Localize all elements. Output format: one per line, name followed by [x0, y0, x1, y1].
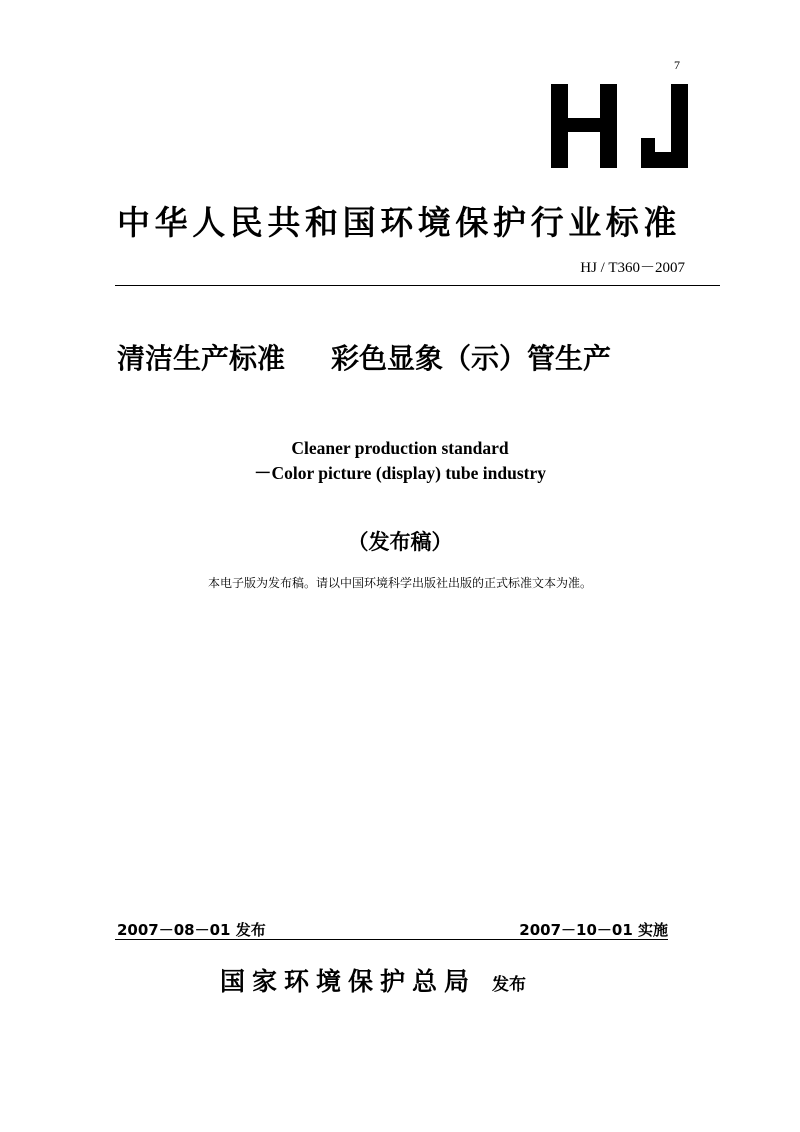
effective-date: 2007－10－01 实施 [519, 921, 668, 939]
chinese-title-part2: 彩色显象（示）管生产 [331, 342, 612, 375]
english-title [150, 436, 650, 486]
hj-logo [545, 82, 693, 170]
notice-text: 本电子版为发布稿。请以中国环境科学出版社出版的正式标准文本为准。 [207, 576, 592, 590]
bottom-divider [115, 939, 668, 940]
release-date: 2007－08－01 发布 [117, 921, 266, 939]
header-title: 中华人民共和国环境保护行业标准 [117, 203, 681, 242]
issuer-name: 国家环境保护总局 [220, 967, 477, 996]
english-title-line2: －Color picture (display) tube industry [253, 463, 547, 483]
chinese-title [117, 337, 611, 377]
standard-code: HJ / T360－2007 [580, 260, 685, 276]
issue-word: 发布 [492, 975, 527, 995]
draft-label: （发布稿） [347, 530, 453, 554]
chinese-title-part1: 清洁生产标准 [117, 342, 286, 375]
page-number: 7 [674, 58, 680, 72]
issuer-row [220, 962, 620, 998]
date-row [117, 919, 668, 939]
english-title-line1: Cleaner production standard [291, 438, 509, 458]
top-divider [115, 285, 720, 286]
